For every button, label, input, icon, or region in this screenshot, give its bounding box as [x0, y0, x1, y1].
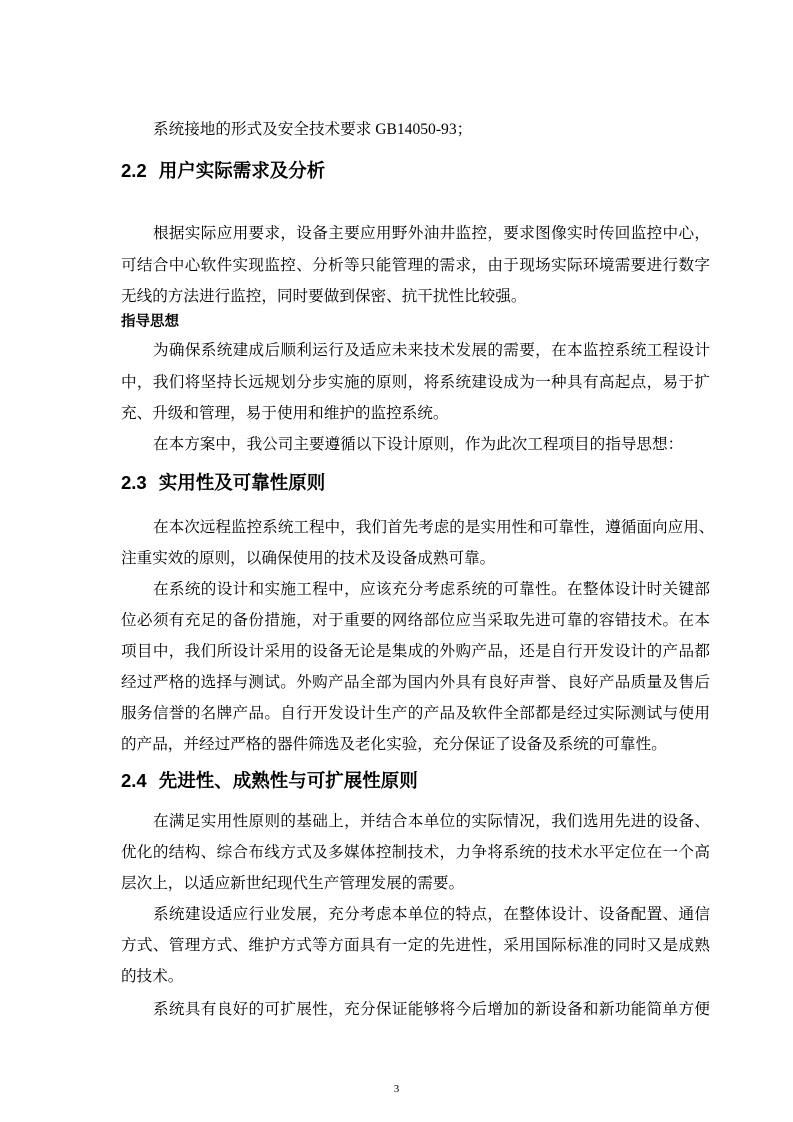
paragraph-line: 无线的方法进行监控，同时要做到保密、抗干扰性比较强。 [121, 288, 527, 305]
paragraph-line: 优化的结构、综合布线方式及多媒体控制技术，力争将系统的技术水平定位在一个高 [121, 844, 710, 861]
section-number: 2.2 [121, 160, 147, 181]
section-title: 实用性及可靠性原则 [158, 472, 326, 493]
paragraph-line: 可结合中心软件实现监控、分析等只能管理的需求，由于现场实际环境需要进行数字 [121, 257, 710, 274]
subheading-guiding-principle: 指导思想 [121, 314, 179, 330]
paragraph-line: 系统建设适应行业发展，充分考虑本单位的特点，在整体设计、设备配置、通信 [153, 906, 710, 923]
section-title: 先进性、成熟性与可扩展性原则 [158, 770, 418, 791]
paragraph-line: 的产品，并经过严格的器件筛选及老化实验，充分保证了设备及系统的可靠性。 [121, 736, 667, 753]
paragraph-line: 在本次远程监控系统工程中，我们首先考虑的是实用性和可靠性，遵循面向应用、 [153, 519, 715, 536]
section-title: 用户实际需求及分析 [158, 160, 326, 181]
intro-line: 系统接地的形式及安全技术要求 GB14050-93； [153, 121, 473, 138]
paragraph-line: 项目中，我们所设计采用的设备无论是集成的外购产品，还是自行开发设计的产品都 [121, 643, 710, 660]
section-heading-2-4 [121, 769, 418, 793]
paragraph-line: 方式、管理方式、维护方式等方面具有一定的先进性，采用国际标准的同时又是成熟 [121, 937, 710, 954]
paragraph-line: 中，我们将坚持长远规划分步实施的原则，将系统建设成为一种具有高起点，易于扩 [121, 374, 710, 391]
paragraph-line: 位必须有充足的备份措施，对于重要的网络部位应当采取先进可靠的容错技术。在本 [121, 612, 710, 629]
section-heading-2-2 [121, 159, 325, 183]
page-number: 3 [393, 1083, 400, 1095]
paragraph-line: 根据实际应用要求，设备主要应用野外油井监控，要求图像实时传回监控中心， [153, 225, 710, 242]
section-number: 2.4 [121, 770, 147, 791]
paragraph-line: 注重实效的原则，以确保使用的技术及设备成熟可靠。 [121, 550, 496, 567]
paragraph-line: 为确保系统建成后顺利运行及适应未来技术发展的需要，在本监控系统工程设计 [153, 342, 710, 359]
paragraph-line: 充、升级和管理，易于使用和维护的监控系统。 [121, 405, 449, 422]
paragraph-line: 经过严格的选择与测试。外购产品全部为国内外具有良好声誉、良好产品质量及售后 [121, 674, 710, 691]
paragraph-line: 系统具有良好的可扩展性，充分保证能够将今后增加的新设备和新功能简单方便 [153, 1001, 710, 1018]
paragraph-line: 在本方案中，我公司主要遵循以下设计原则，作为此次工程项目的指导思想： [153, 436, 684, 453]
section-number: 2.3 [121, 472, 147, 493]
paragraph-line: 的技术。 [121, 968, 184, 985]
paragraph-line: 在满足实用性原则的基础上，并结合本单位的实际情况，我们选用先进的设备、 [153, 813, 710, 830]
paragraph-line: 层次上，以适应新世纪现代生产管理发展的需要。 [121, 875, 465, 892]
section-heading-2-3 [121, 471, 325, 495]
paragraph-line: 在系统的设计和实施工程中，应该充分考虑系统的可靠性。在整体设计时关键部 [153, 581, 710, 598]
paragraph-line: 服务信誉的名牌产品。自行开发设计生产的产品及软件全部都是经过实际测试与使用 [121, 705, 710, 722]
